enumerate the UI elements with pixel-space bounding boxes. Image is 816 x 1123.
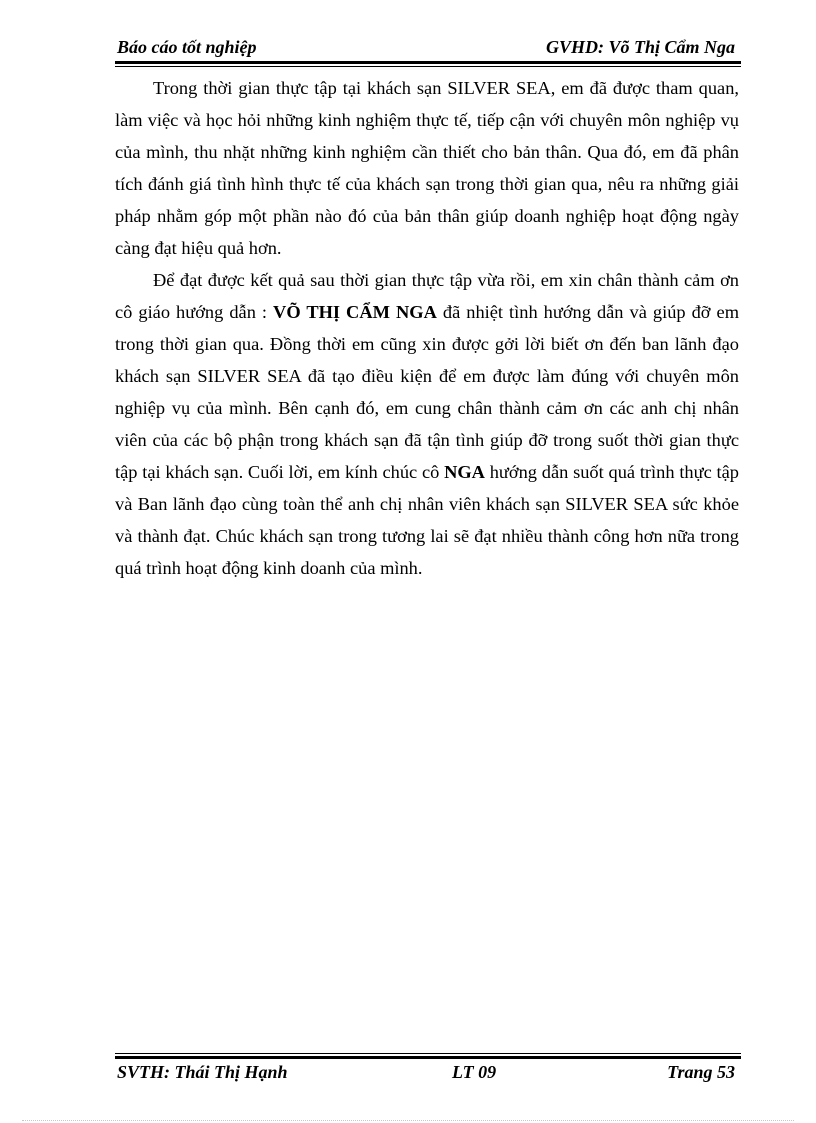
advisor-short-name: NGA — [444, 462, 485, 482]
footer-page-number: Trang 53 — [667, 1062, 735, 1082]
footer-rule-thin — [115, 1053, 741, 1054]
footer-student: SVTH: Thái Thị Hạnh — [117, 1062, 288, 1082]
header-advisor: GVHD: Võ Thị Cẩm Nga — [545, 37, 735, 57]
page-edge-divider — [22, 1120, 794, 1121]
header-rule-thin — [115, 66, 741, 67]
header-rule-thick — [115, 61, 741, 64]
paragraph-2-part-1: Để đạt được kết quả sau thời gian thực tập vừa rồi, em xin chân thành cảm ơn cô giáo hướng dẫn : — [115, 270, 739, 322]
page-header — [115, 36, 739, 60]
advisor-name: VÕ THỊ CẨM NGA — [273, 302, 437, 322]
footer-rule-thick — [115, 1056, 741, 1059]
page-footer — [115, 1062, 739, 1086]
header-report-title: Báo cáo tốt nghiệp — [117, 37, 257, 57]
paragraph-2 — [115, 264, 739, 584]
footer-class: LT 09 — [452, 1062, 497, 1082]
document-body — [115, 72, 739, 584]
paragraph-2-part-3: hướng dẫn suốt quá trình thực tập và Ban lãnh đạo cùng toàn thể anh chị nhân viên khách sạn SILVER SEA sức khỏe và thành đạt. Chúc khách sạn trong tương lai sẽ đạt nhiều thành công hơn nữa trong quá trình hoạt động kinh doanh của mình. — [115, 462, 739, 578]
paragraph-2-part-2: đã nhiệt tình hướng dẫn và giúp đỡ em trong thời gian qua. Đồng thời em cũng xin được gởi lời biết ơn đến ban lãnh đạo khách sạn SILVER SEA đã tạo điều kiện để em được làm đúng với chuyên môn nghiệp vụ của mình. Bên cạnh đó, em cung chân thành cảm ơn các anh chị nhân viên của các bộ phận trong khách sạn đã tận tình giúp đỡ trong suốt thời gian thực tập tại khách sạn. Cuối lời, em kính chúc cô — [115, 302, 739, 482]
paragraph-1: Trong thời gian thực tập tại khách sạn SILVER SEA, em đã được tham quan, làm việc và học hỏi những kinh nghiệm thực tế, tiếp cận với chuyên môn nghiệp vụ của mình, thu nhặt những kinh nghiệm cần thiết cho bản thân. Qua đó, em đã phân tích đánh giá tình hình thực tế của khách sạn trong thời gian qua, nêu ra những giải pháp nhằm góp một phần nào đó của bản thân giúp doanh nghiệp hoạt động ngày càng đạt hiệu quả hơn. — [115, 78, 739, 258]
